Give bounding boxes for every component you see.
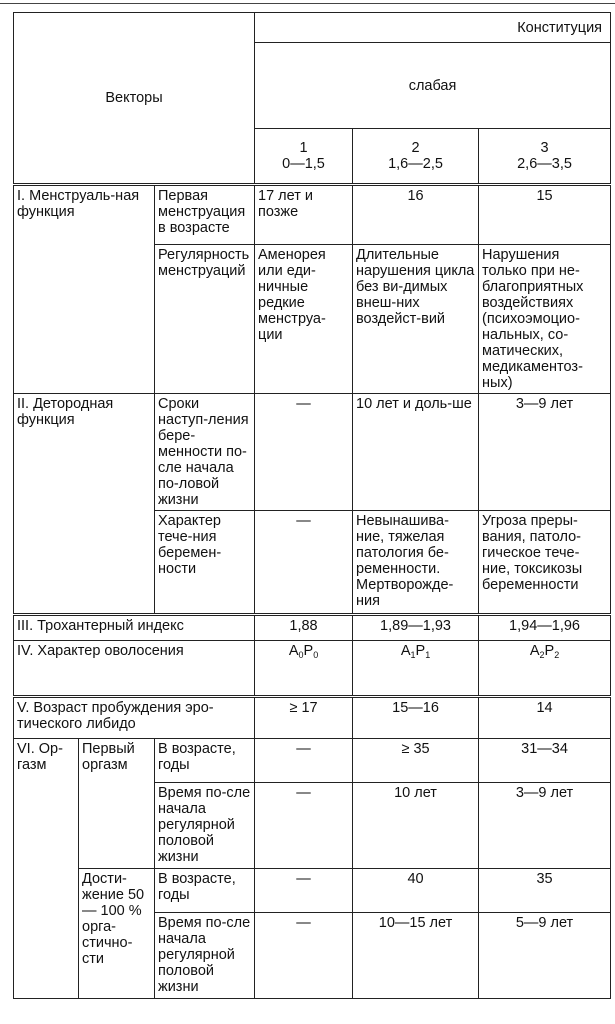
column-header-3 bbox=[479, 129, 611, 185]
table-cell bbox=[479, 739, 611, 783]
table-cell bbox=[353, 697, 479, 739]
table-cell bbox=[255, 185, 353, 245]
hair-subscript: 1 bbox=[410, 650, 416, 660]
table-cell bbox=[255, 245, 353, 394]
row-label-text: Регулярность менструаций bbox=[158, 247, 250, 279]
column-number: 2 bbox=[411, 140, 420, 156]
hair-letter: A bbox=[400, 643, 411, 659]
table-cell bbox=[479, 511, 611, 615]
section-title-text: V. Возраст пробуждения эро-тического либидо bbox=[17, 700, 214, 732]
row-label bbox=[155, 394, 255, 511]
cell-text: — bbox=[296, 785, 311, 801]
column-range: 2,6—3,5 bbox=[517, 156, 572, 172]
row-label-text: В возрасте, годы bbox=[158, 871, 236, 903]
table-cell bbox=[479, 641, 611, 697]
table-cell bbox=[255, 697, 353, 739]
cell-text: Нарушения только при не-благоприятных воздействиях (психоэмоцио-нальных, со-матических, медикаментоз-ных) bbox=[482, 247, 584, 391]
section-title-menstrual bbox=[14, 185, 155, 394]
hair-letter: P bbox=[415, 643, 426, 659]
section-title-text: VI. Ор-газм bbox=[17, 741, 63, 773]
row-label bbox=[155, 913, 255, 999]
row-label-text: Первая менструация в возрасте bbox=[158, 188, 246, 236]
column-range: 1,6—2,5 bbox=[388, 156, 443, 172]
section-title-childbearing bbox=[14, 394, 155, 615]
cell-text: Аменорея или еди-ничные редкие менструа-ции bbox=[258, 247, 326, 343]
cell-text: 15—16 bbox=[392, 700, 439, 716]
section-title-text: IV. Характер оволосения bbox=[17, 643, 184, 659]
hair-subscript: 1 bbox=[425, 650, 431, 660]
column-header-1 bbox=[255, 129, 353, 185]
constitution-header bbox=[255, 13, 611, 43]
cell-text: 1,94—1,96 bbox=[509, 618, 580, 634]
table-cell bbox=[479, 697, 611, 739]
cell-text: 40 bbox=[407, 871, 424, 887]
table-cell bbox=[255, 869, 353, 913]
row-label-text: В возрасте, годы bbox=[158, 741, 236, 773]
subsection-label: Дости-жение 50— 100 % орга-стично-сти bbox=[82, 871, 145, 967]
table-cell bbox=[255, 615, 353, 641]
row-label bbox=[155, 511, 255, 615]
column-number: 3 bbox=[540, 140, 549, 156]
row-label-text: Характер тече-ния беремен-ности bbox=[158, 513, 222, 577]
row-label bbox=[155, 185, 255, 245]
cell-text: 10 лет и доль-ше bbox=[356, 396, 472, 412]
row-label bbox=[155, 869, 255, 913]
row-label bbox=[155, 739, 255, 783]
table-cell bbox=[255, 641, 353, 697]
cell-text: 5—9 лет bbox=[515, 915, 574, 931]
weak-header bbox=[255, 43, 611, 129]
section-title-orgasm bbox=[14, 739, 79, 999]
table-cell bbox=[479, 783, 611, 869]
cell-text: 3—9 лет bbox=[515, 396, 574, 412]
table-cell bbox=[255, 511, 353, 615]
cell-text: 10—15 лет bbox=[378, 915, 453, 931]
section-title-hair bbox=[14, 641, 255, 697]
cell-text: — bbox=[296, 871, 311, 887]
table-cell bbox=[479, 185, 611, 245]
subsection-label: Первый оргазм bbox=[82, 741, 135, 773]
table-cell bbox=[353, 394, 479, 511]
row-label-text: Время по-сле начала регулярной половой жизни bbox=[158, 915, 251, 995]
section-title-text: II. Детородная функция bbox=[17, 396, 114, 428]
cell-text: 17 лет и позже bbox=[258, 188, 313, 220]
hair-letter: P bbox=[544, 643, 555, 659]
cell-text: ≥ 17 bbox=[289, 700, 318, 716]
hair-letter: A bbox=[288, 643, 299, 659]
top-rule bbox=[0, 3, 615, 4]
row-label bbox=[155, 245, 255, 394]
cell-text: 1,89—1,93 bbox=[380, 618, 451, 634]
cell-text: 3—9 лет bbox=[515, 785, 574, 801]
table-cell bbox=[479, 245, 611, 394]
row-label bbox=[155, 783, 255, 869]
section-title-text: I. Менструаль-ная функция bbox=[17, 188, 140, 220]
subsection-first-orgasm bbox=[79, 739, 155, 869]
table-cell bbox=[353, 641, 479, 697]
cell-text: ≥ 35 bbox=[401, 741, 430, 757]
hair-subscript: 2 bbox=[539, 650, 545, 660]
hair-subscript: 2 bbox=[554, 650, 560, 660]
cell-text: — bbox=[296, 741, 311, 757]
hair-letter: P bbox=[303, 643, 314, 659]
cell-text: 15 bbox=[536, 188, 553, 204]
vectors-header bbox=[14, 13, 255, 185]
vectors-label: Векторы bbox=[105, 90, 163, 106]
table-cell bbox=[255, 739, 353, 783]
table-cell bbox=[255, 394, 353, 511]
cell-text: 10 лет bbox=[394, 785, 437, 801]
hair-subscript: 0 bbox=[313, 650, 319, 660]
table-cell bbox=[479, 913, 611, 999]
table-cell bbox=[353, 185, 479, 245]
row-label-text: Время по-сле начала регулярной половой жизни bbox=[158, 785, 251, 865]
table-cell bbox=[479, 394, 611, 511]
hair-subscript: 0 bbox=[298, 650, 304, 660]
table-cell bbox=[479, 869, 611, 913]
cell-text: — bbox=[296, 396, 311, 412]
cell-text: — bbox=[296, 915, 311, 931]
cell-text: Угроза преры-вания, патоло-гическое тече-ние, токсикозы беременности bbox=[482, 513, 583, 593]
weak-label: слабая bbox=[408, 77, 457, 94]
table-cell bbox=[353, 511, 479, 615]
cell-text: Длительные нарушения цикла без ви-димых внеш-них воздейст-вий bbox=[356, 247, 475, 327]
column-header-2 bbox=[353, 129, 479, 185]
table-cell bbox=[479, 615, 611, 641]
cell-text: 14 bbox=[536, 700, 553, 716]
hair-letter: A bbox=[529, 643, 540, 659]
row-label-text: Сроки наступ-ления бере-менности по-сле начала по-ловой жизни bbox=[158, 396, 249, 508]
subsection-achievement bbox=[79, 869, 155, 999]
column-number: 1 bbox=[299, 140, 308, 156]
table-cell bbox=[353, 913, 479, 999]
table-cell bbox=[353, 245, 479, 394]
cell-text: 16 bbox=[407, 188, 424, 204]
table-cell bbox=[353, 869, 479, 913]
cell-text: Невынашива-ние, тяжелая патология бе-ременности. Мертворожде-ния bbox=[356, 513, 454, 609]
constitution-table bbox=[13, 12, 611, 999]
constitution-label: Конституция bbox=[517, 19, 603, 36]
table-cell bbox=[255, 913, 353, 999]
section-title-text: III. Трохантерный индекс bbox=[17, 618, 184, 634]
table-cell bbox=[255, 783, 353, 869]
section-title-libido bbox=[14, 697, 255, 739]
cell-text: 31—34 bbox=[521, 741, 568, 757]
cell-text: 35 bbox=[536, 871, 553, 887]
cell-text: — bbox=[296, 513, 311, 529]
section-title-trochanter bbox=[14, 615, 255, 641]
table-cell bbox=[353, 615, 479, 641]
cell-text: 1,88 bbox=[289, 618, 318, 634]
table-cell bbox=[353, 739, 479, 783]
column-range: 0—1,5 bbox=[282, 156, 325, 172]
table-cell bbox=[353, 783, 479, 869]
